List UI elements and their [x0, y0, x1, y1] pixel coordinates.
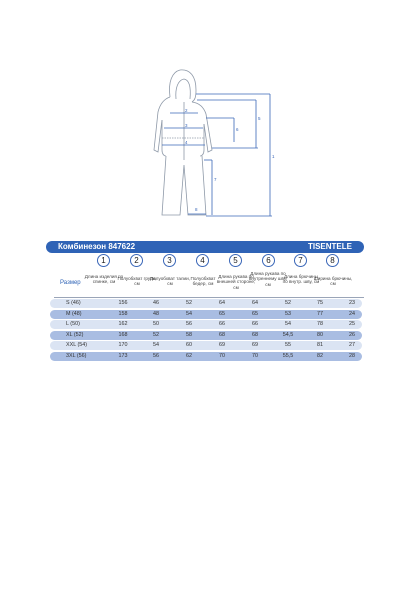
cell-value: 69: [252, 342, 258, 348]
diagram-label-5: 5: [258, 116, 261, 121]
cell-value: 27: [349, 342, 355, 348]
cell-value: 66: [219, 321, 225, 327]
cell-value: 54,5: [282, 331, 294, 338]
diagram-label-4: 4: [185, 140, 188, 145]
jumpsuit-measurement-diagram: [0, 0, 400, 235]
column-number-5: 5: [229, 254, 242, 267]
diagram-label-6: 6: [236, 127, 239, 132]
diagram-label-2: 2: [185, 108, 188, 113]
cell-value: 64: [252, 300, 258, 306]
table-row: [50, 310, 362, 319]
row-size: M (48): [66, 310, 82, 317]
column-header-6: Длина рукава по внутреннему шву, см: [248, 271, 288, 287]
size-header: Размер: [60, 280, 81, 286]
cell-value: 28: [349, 352, 355, 359]
table-title-bar: [46, 241, 364, 253]
cell-value: 24: [349, 310, 355, 317]
cell-value: 68: [219, 331, 225, 338]
diagram-label-8: 8: [195, 207, 198, 212]
table-row: [50, 341, 362, 350]
row-size: XXL (54): [66, 342, 88, 348]
cell-value: 80: [317, 331, 323, 338]
diagram-label-7: 7: [214, 177, 217, 182]
cell-value: 52: [186, 300, 192, 306]
diagram-label-3: 3: [185, 123, 188, 128]
column-header-7: Длина брючины по внутр. шву, см: [282, 274, 320, 285]
column-number-8: 8: [326, 254, 339, 267]
cell-value: 168: [118, 331, 128, 338]
cell-value: 50: [153, 321, 159, 327]
cell-value: 82: [317, 352, 323, 359]
column-number-2: 2: [130, 254, 143, 267]
column-headers: [0, 271, 400, 299]
cell-value: 70: [252, 352, 258, 359]
cell-value: 54: [153, 342, 159, 348]
cell-value: 75: [317, 300, 323, 306]
cell-value: 77: [317, 310, 323, 317]
header-divider: [54, 297, 364, 298]
table-row: [50, 331, 362, 340]
table-row: [50, 299, 362, 308]
column-number-1: 1: [97, 254, 110, 267]
cell-value: 56: [186, 321, 192, 327]
cell-value: 46: [153, 300, 159, 306]
column-header-8: Ширина брючины, см: [313, 276, 353, 287]
cell-value: 53: [285, 310, 291, 317]
cell-value: 54: [285, 321, 291, 327]
cell-value: 54: [186, 310, 192, 317]
row-size: L (50): [66, 321, 80, 327]
column-number-6: 6: [262, 254, 275, 267]
cell-value: 60: [186, 342, 192, 348]
column-header-4: Полуобхват бедер, см: [190, 276, 216, 287]
brand-name: TISENTELE: [307, 242, 352, 251]
row-size: XL (52): [66, 331, 84, 338]
cell-value: 52: [285, 300, 291, 306]
cell-value: 23: [349, 300, 355, 306]
column-header-1: Длина изделия по спинке, см: [84, 274, 124, 285]
cell-value: 66: [252, 321, 258, 327]
cell-value: 58: [186, 331, 192, 338]
cell-value: 25: [349, 321, 355, 327]
cell-value: 62: [186, 352, 192, 359]
cell-value: 26: [349, 331, 355, 338]
cell-value: 55,5: [282, 352, 294, 359]
table-row: [50, 320, 362, 329]
cell-value: 65: [252, 310, 258, 317]
diagram-label-1: 1: [272, 154, 275, 159]
cell-value: 78: [317, 321, 323, 327]
cell-value: 65: [219, 310, 225, 317]
cell-value: 68: [252, 331, 258, 338]
column-number-3: 3: [163, 254, 176, 267]
cell-value: 170: [118, 342, 128, 348]
column-numbers: [0, 254, 400, 270]
cell-value: 158: [118, 310, 128, 317]
cell-value: 162: [118, 321, 128, 327]
cell-value: 56: [153, 352, 159, 359]
cell-value: 55: [285, 342, 291, 348]
column-number-4: 4: [196, 254, 209, 267]
product-title: Комбинезон 847622: [58, 242, 136, 251]
cell-value: 173: [118, 352, 128, 359]
cell-value: 52: [153, 331, 159, 338]
cell-value: 64: [219, 300, 225, 306]
cell-value: 69: [219, 342, 225, 348]
cell-value: 156: [118, 300, 128, 306]
cell-value: 81: [317, 342, 323, 348]
column-header-2: Полуобхват груди, см: [117, 276, 157, 287]
cell-value: 48: [153, 310, 159, 317]
column-header-3: Полуобхват талии, см: [150, 276, 190, 287]
cell-value: 70: [219, 352, 225, 359]
table-row: [50, 352, 362, 361]
row-size: S (46): [66, 300, 81, 306]
column-header-5: Длина рукава по внешней стороне, см: [216, 274, 256, 290]
row-size: 3XL (56): [66, 352, 87, 359]
column-number-7: 7: [294, 254, 307, 267]
